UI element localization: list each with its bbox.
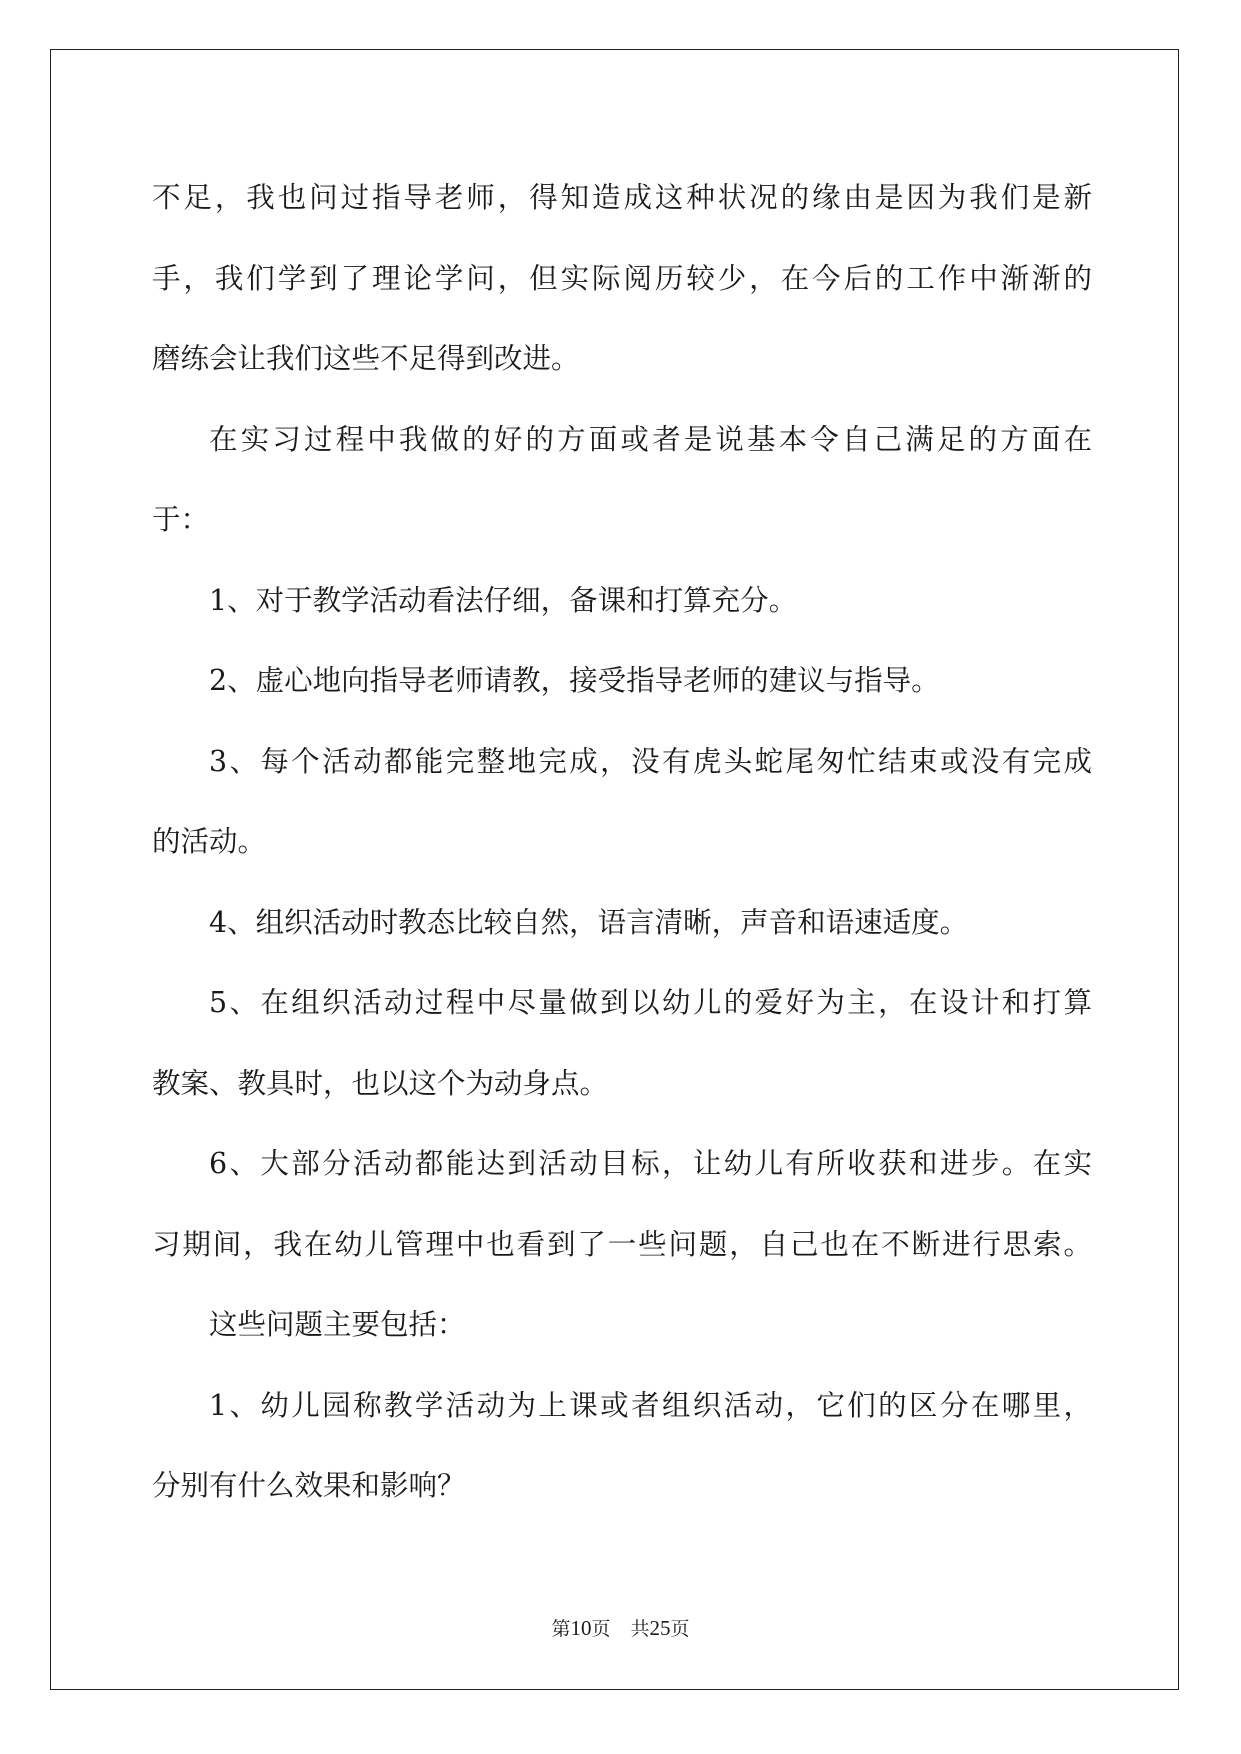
text-line: 2、虚心地向指导老师请教，接受指导老师的建议与指导。: [209, 664, 940, 697]
text-line: 3、每个活动都能完整地完成，没有虎头蛇尾匆忙结束或没有完成: [209, 744, 1092, 778]
text-line: 教案、教具时，也以这个为动身点。: [152, 1066, 609, 1100]
text-line: 于：: [152, 503, 210, 536]
text-line: 磨练会让我们这些不足得到改进。: [152, 342, 580, 375]
total-pages-number: 25: [649, 1616, 671, 1640]
footer-page-suffix: 页: [591, 1618, 611, 1640]
text-line: 分别有什么效果和影响？: [152, 1469, 466, 1502]
page-footer: [0, 1614, 1241, 1641]
text-line: 1、幼儿园称教学活动为上课或者组织活动，它们的区分在哪里，: [209, 1388, 1092, 1422]
footer-prefix: 第: [551, 1618, 571, 1640]
footer-total-prefix: 共: [630, 1618, 650, 1640]
text-line: 4、组织活动时教态比较自然，语言清晰，声音和语速适度。: [209, 905, 969, 939]
current-page-number: 10: [570, 1616, 592, 1640]
text-line: 6、大部分活动都能达到活动目标，让幼儿有所收获和进步。在实: [209, 1147, 1092, 1180]
footer-total-suffix: 页: [670, 1618, 690, 1640]
text-line: 手，我们学到了理论学问，但实际阅历较少，在今后的工作中渐渐的: [152, 261, 1092, 295]
text-line: 的活动。: [152, 825, 267, 858]
text-line: 习期间，我在幼儿管理中也看到了一些问题，自己也在不断进行思索。: [152, 1227, 1092, 1261]
text-line: 不足，我也问过指导老师，得知造成这种状况的缘由是因为我们是新: [152, 181, 1092, 214]
text-line: 在实习过程中我做的好的方面或者是说基本令自己满足的方面在: [209, 422, 1092, 456]
text-line: 这些问题主要包括：: [209, 1308, 466, 1341]
text-line: 5、在组织活动过程中尽量做到以幼儿的爱好为主，在设计和打算: [209, 986, 1092, 1019]
document-body: [152, 158, 1092, 1527]
text-line: 1、对于教学活动看法仔细，备课和打算充分。: [209, 583, 798, 617]
